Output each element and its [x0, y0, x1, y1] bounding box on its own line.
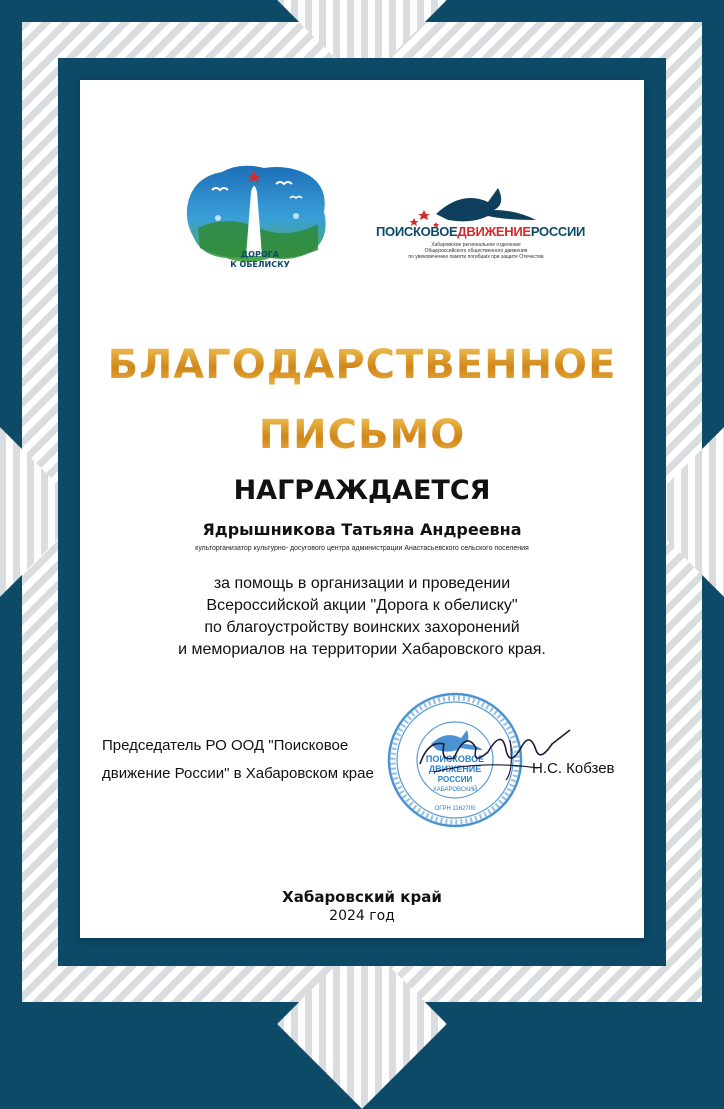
award-reason — [80, 573, 644, 661]
award-reason-line: по благоустройству воинских захоронений — [204, 619, 520, 636]
certificate-title-line1: БЛАГОДАРСТВЕННОЕ — [80, 342, 644, 388]
recipient-name: Ядрышникова Татьяна Андреевна — [202, 520, 522, 539]
award-reason-line: Всероссийской акции "Дорога к обелиску" — [206, 597, 518, 614]
signer-name: Н.С. Кобзев — [532, 760, 615, 777]
certificate-title-line2: ПИСЬМО — [80, 412, 644, 458]
award-reason-line: и мемориалов на территории Хабаровского края. — [178, 641, 546, 658]
stamp-text: ПОИСКОВОЕ — [425, 754, 485, 764]
awarded-heading: НАГРАЖДАЕТСЯ — [233, 475, 491, 506]
footer-place: Хабаровский край — [282, 888, 442, 906]
chairman-title: Председатель РО ООД "Поисковое движение России" в Хабаровском крае — [102, 737, 374, 782]
stamp-text: ХАБАРОВСКИЙ — [432, 787, 478, 793]
search-movement-logo-subtitle: Хабаровское региональное отделение Общероссийского общественного движения по увековечению памяти погибших при защите Отечества — [408, 242, 544, 260]
footer-year: 2024 год — [329, 908, 395, 924]
certificate-sheet — [80, 80, 644, 938]
stamp-text: ДВИЖЕНИЕ — [428, 764, 482, 774]
search-movement-logo-title: ПОИСКОВОЕДВИЖЕНИЕРОССИИ — [376, 224, 586, 239]
road-to-obelisk-logo-caption: ДОРОГА К ОБЕЛИСКУ — [230, 250, 290, 269]
recipient-position: культорганизатор культурно- досугового центра администрации Анастасьевского сельского поселения — [195, 545, 529, 552]
handwritten-signature — [410, 710, 580, 790]
stamp-text: ОГРН 1162700 — [434, 806, 476, 812]
stamp-text: РОССИИ — [437, 775, 473, 784]
award-reason-line: за помощь в организации и проведении — [213, 575, 511, 592]
